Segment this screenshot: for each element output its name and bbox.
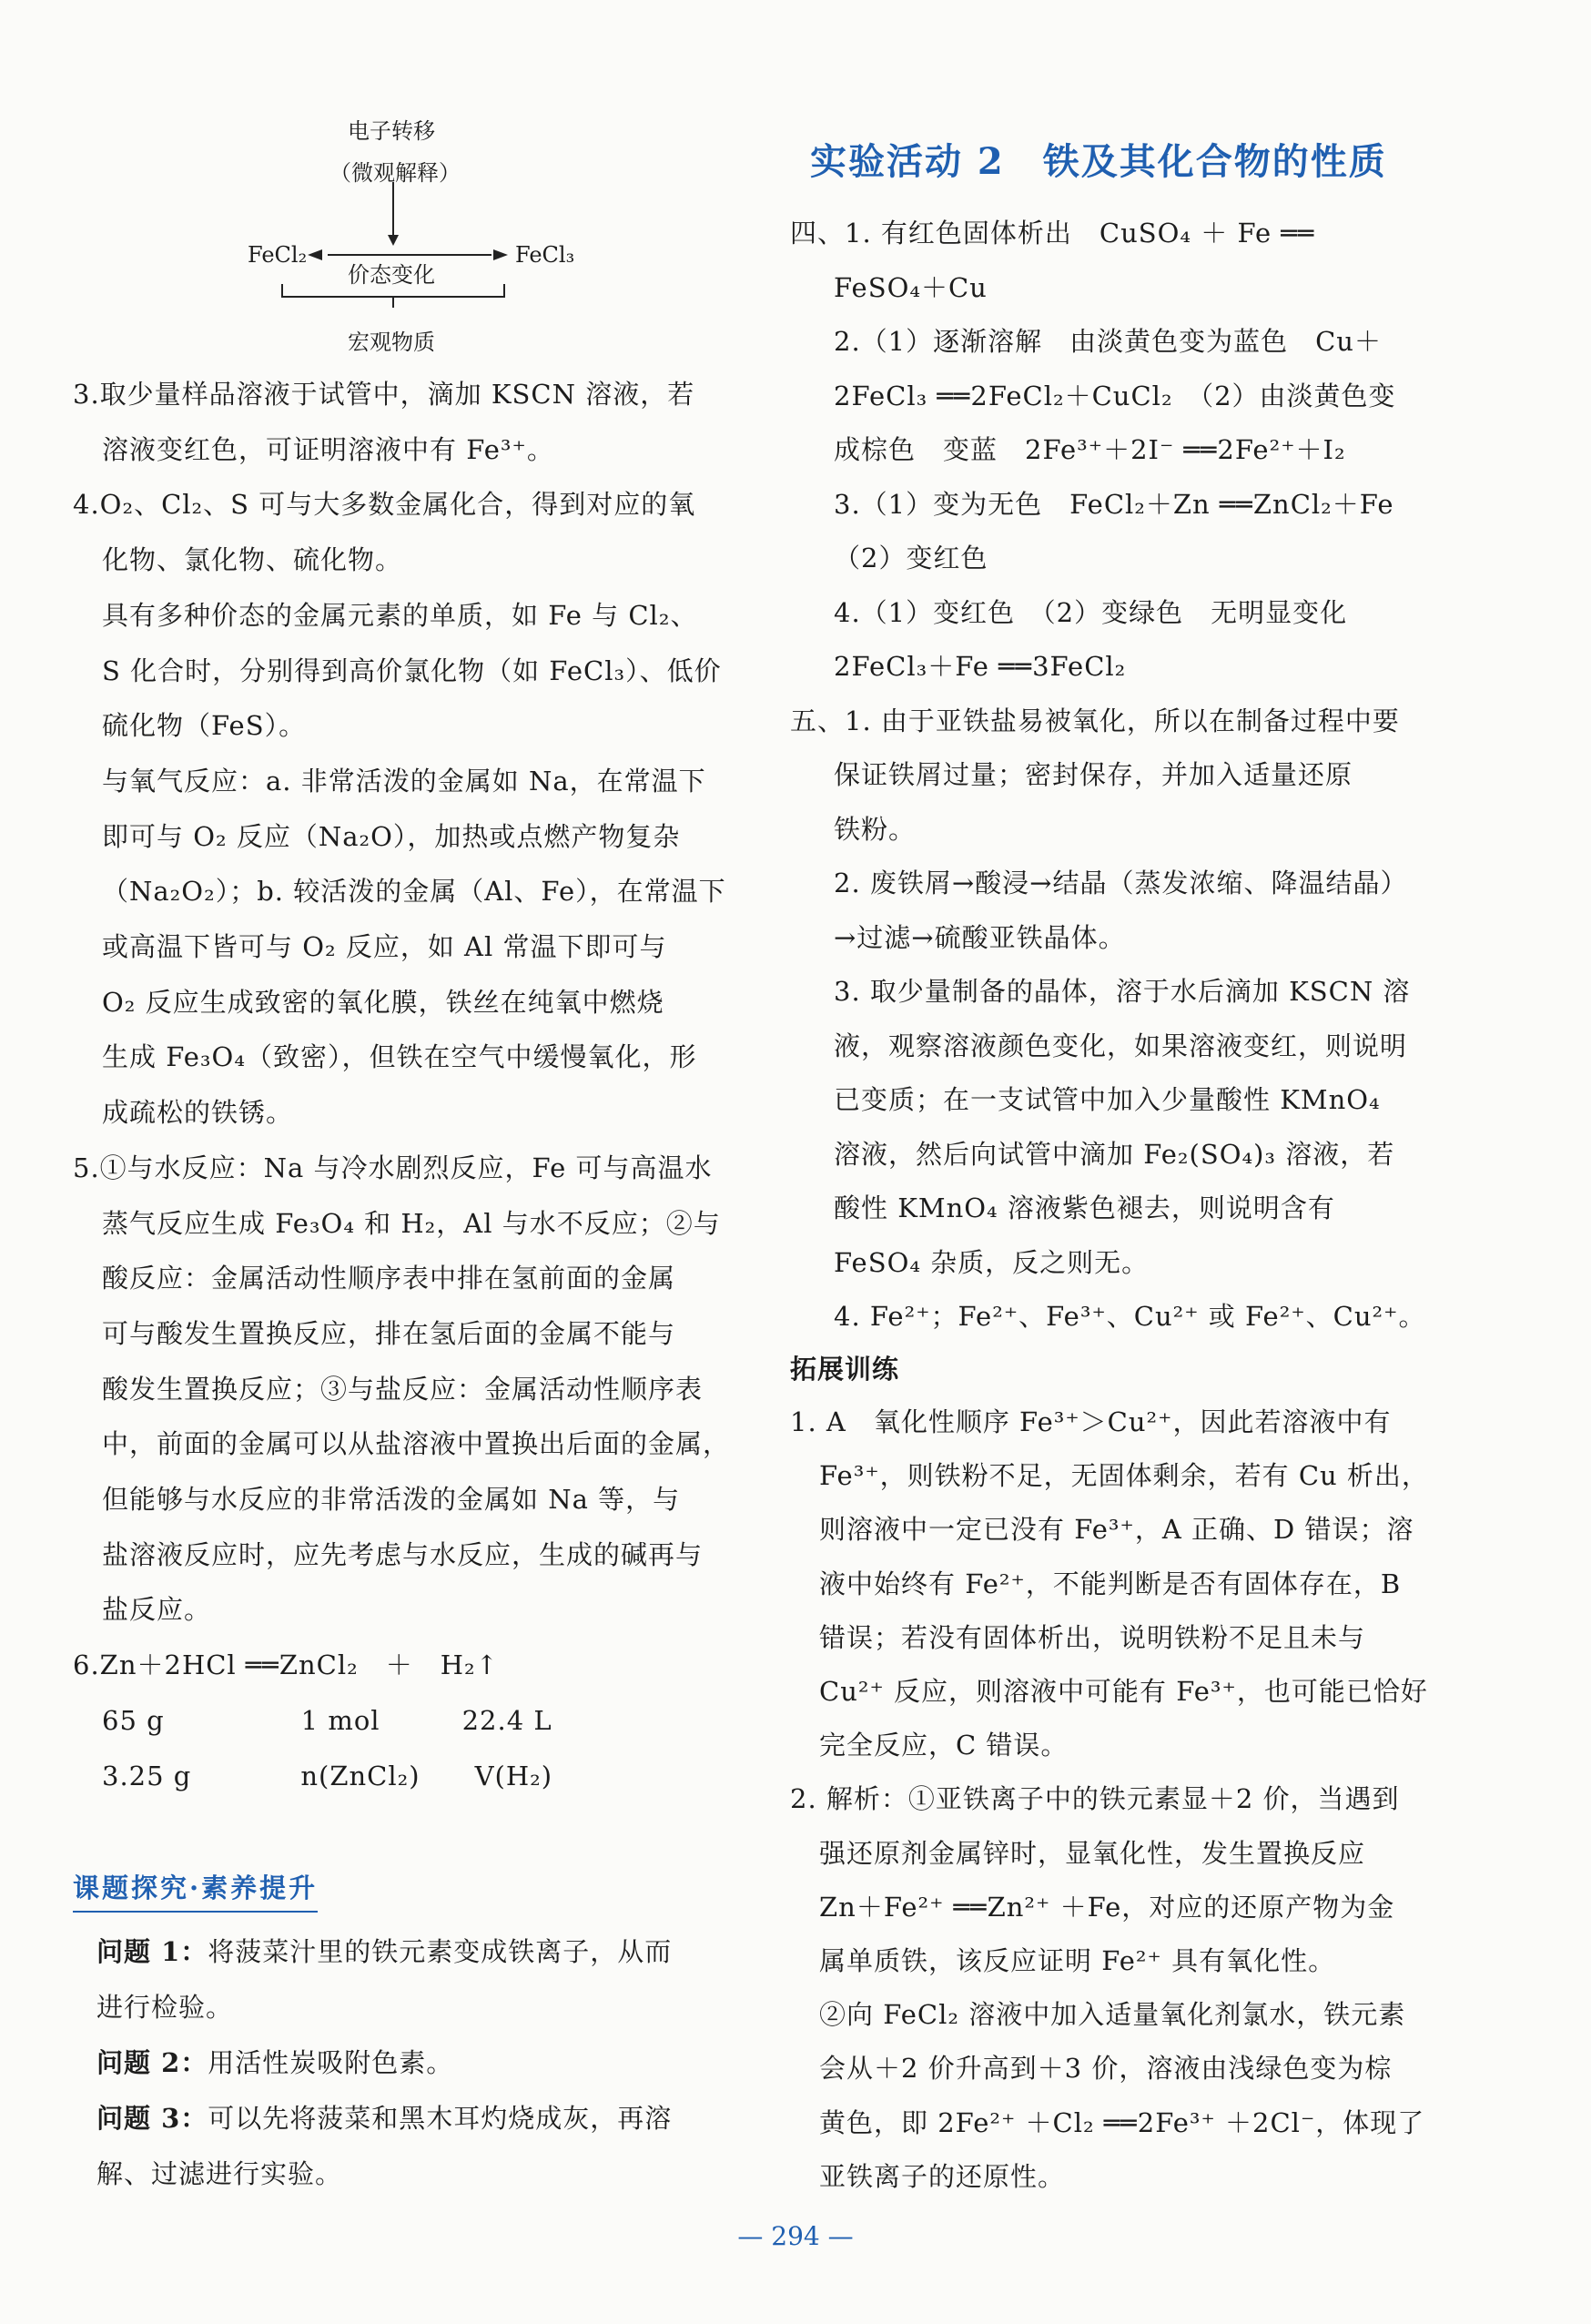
text-line: 盐溶液反应时，应先考虑与水反应，生成的碱再与	[102, 1538, 704, 1570]
text-line: →过滤→硫酸亚铁晶体。	[834, 921, 1126, 953]
text-line: 3.（1）变为无色 FeCl₂＋Zn ══ZnCl₂＋Fe	[834, 488, 1394, 520]
text-line: 属单质铁，该反应证明 Fe²⁺ 具有氧化性。	[819, 1945, 1336, 1976]
text-line: 则溶液中一定已没有 Fe³⁺，A 正确、D 错误；溶	[819, 1514, 1414, 1546]
diagram-right-node: FeCl₃	[515, 242, 575, 268]
text-line: 2.（1）逐渐溶解 由淡黄色变为蓝色 Cu＋	[834, 326, 1382, 357]
text-line: 可与酸发生置换反应，排在氢后面的金属不能与	[102, 1317, 676, 1349]
text-line: （Na₂O₂）；b. 较活泼的金属（Al、Fe），在常温下	[102, 876, 726, 908]
question-text: 将菠菜汁里的铁元素变成铁离子，从而	[208, 1936, 673, 1967]
question-line	[96, 1933, 672, 1970]
question-text: 进行检验。	[96, 1992, 234, 2023]
text-line: Fe³⁺，则铁粉不足，无固体剩余，若有 Cu 析出，	[819, 1460, 1429, 1492]
text-line: 与氧气反应：a. 非常活泼的金属如 Na，在常温下	[102, 765, 706, 797]
text-line: 2FeCl₃＋Fe ══3FeCl₂	[834, 651, 1127, 682]
text-line: 中，前面的金属可以从盐溶液中置换出后面的金属，	[102, 1428, 731, 1460]
text-line: 3. 取少量制备的晶体，溶于水后滴加 KSCN 溶	[834, 976, 1411, 1007]
text-line: 亚铁离子的还原性。	[819, 2160, 1066, 2192]
text-line: Zn＋Fe²⁺ ══Zn²⁺ ＋Fe，对应的还原产物为金	[819, 1891, 1395, 1923]
question-text: 可以先将菠菜和黑木耳灼烧成灰，再溶	[208, 2103, 673, 2134]
text-line: 硫化物（FeS）。	[102, 710, 307, 742]
text-line: 盐反应。	[102, 1594, 212, 1626]
text-line: 或高温下皆可与 O₂ 反应，如 Al 常温下即可与	[102, 931, 667, 962]
text-line: 错误；若没有固体析出，说明铁粉不足且未与	[819, 1621, 1366, 1653]
text-line: O₂ 反应生成致密的氧化膜，铁丝在纯氧中燃烧	[102, 986, 664, 1018]
text-line: 6.Zn＋2HCl ══ZnCl₂ ＋ H₂↑	[73, 1649, 499, 1681]
text-line: 化物、氯化物、硫化物。	[102, 544, 403, 576]
text-line: 酸发生置换反应；③与盐反应：金属活动性顺序表	[102, 1373, 704, 1405]
section-heading: 课题探究·素养提升	[73, 1868, 318, 1905]
text-line: 强还原剂金属锌时，显氧化性，发生置换反应	[819, 1837, 1366, 1869]
text-line: FeSO₄＋Cu	[834, 271, 988, 303]
text-line: 黄色，即 2Fe²⁺ ＋Cl₂ ══2Fe³⁺ ＋2Cl⁻，体现了	[819, 2106, 1425, 2138]
text-line: 铁粉。	[834, 813, 917, 845]
text-line: 2. 废铁屑→酸浸→结晶（蒸发浓缩、降温结晶）	[834, 868, 1408, 898]
question-label: 问题 1：	[96, 1936, 208, 1967]
expansion-heading: 拓展训练	[790, 1354, 900, 1385]
activity-title: 实验活动 2 铁及其化合物的性质	[810, 140, 1387, 183]
question-label: 问题 2：	[96, 2047, 208, 2078]
text-line: 3.25 g n(ZnCl₂) V(H₂)	[102, 1760, 553, 1791]
question-text: 解、过滤进行实验。	[96, 2158, 343, 2189]
text-line: 液中始终有 Fe²⁺，不能判断是否有固体存在，B	[819, 1568, 1402, 1599]
text-line: 成疏松的铁锈。	[102, 1097, 294, 1129]
text-line: 2. 解析：①亚铁离子中的铁元素显＋2 价，当遇到	[790, 1783, 1400, 1815]
question-line	[96, 2100, 672, 2136]
text-line: FeSO₄ 杂质，反之则无。	[834, 1246, 1150, 1278]
diagram-bottom-label: 宏观物质	[348, 330, 435, 355]
text-line: Cu²⁺ 反应，则溶液中可能有 Fe³⁺，也可能已恰好	[819, 1676, 1428, 1707]
question-line	[96, 2156, 342, 2192]
text-line: 65 g 1 mol 22.4 L	[102, 1704, 552, 1736]
text-line: 酸性 KMnO₄ 溶液紫色褪去，则说明含有	[834, 1192, 1335, 1223]
diagram-top-sub: （微观解释）	[329, 160, 461, 186]
question-line	[96, 1989, 233, 2025]
question-line	[96, 2045, 453, 2081]
text-line: 生成 Fe₃O₄（致密），但铁在空气中缓慢氧化，形	[102, 1041, 697, 1073]
question-label: 问题 3：	[96, 2103, 208, 2134]
text-line: 即可与 O₂ 反应（Na₂O），加热或点燃产物复杂	[102, 820, 681, 852]
question-text: 用活性炭吸附色素。	[208, 2047, 454, 2078]
diagram-top-label: 电子转移	[348, 118, 435, 144]
text-line: S 化合时，分别得到高价氯化物（如 FeCl₃）、低价	[102, 655, 722, 686]
text-line: 会从＋2 价升高到＋3 价，溶液由浅绿色变为棕	[819, 2053, 1393, 2085]
page-number: — 294 —	[737, 2221, 854, 2251]
valence-diagram	[73, 0, 710, 382]
text-line: 4.O₂、Cl₂、S 可与大多数金属化合，得到对应的氧	[73, 489, 696, 521]
diagram-middle-label: 价态变化	[348, 262, 435, 288]
text-line: 四、1. 有红色固体析出 CuSO₄ ＋ Fe ══	[790, 218, 1315, 249]
text-line: 五、1. 由于亚铁盐易被氧化，所以在制备过程中要	[790, 705, 1400, 736]
text-line: 保证铁屑过量；密封保存，并加入适量还原	[834, 759, 1353, 790]
text-line: 成棕色 变蓝 2Fe³⁺＋2I⁻ ══2Fe²⁺＋I₂	[834, 434, 1346, 465]
text-line: 溶液变红色，可证明溶液中有 Fe³⁺。	[102, 433, 554, 465]
text-line: 蒸气反应生成 Fe₃O₄ 和 H₂，Al 与水不反应；②与	[102, 1207, 721, 1239]
text-line: 完全反应，C 错误。	[819, 1730, 1069, 1761]
text-line: 4.（1）变红色 （2）变绿色 无明显变化	[834, 596, 1348, 628]
text-line: （2）变红色	[834, 543, 988, 573]
diagram-left-node: FeCl₂	[248, 242, 308, 268]
text-line: 1. A 氧化性顺序 Fe³⁺＞Cu²⁺，因此若溶液中有	[790, 1406, 1392, 1437]
text-line: 5.①与水反应：Na 与冷水剧烈反应，Fe 可与高温水	[73, 1152, 713, 1183]
text-line: 但能够与水反应的非常活泼的金属如 Na 等，与	[102, 1484, 681, 1515]
text-line: 4. Fe²⁺；Fe²⁺、Fe³⁺、Cu²⁺ 或 Fe²⁺、Cu²⁺。	[834, 1301, 1426, 1332]
text-line: 溶液，然后向试管中滴加 Fe₂(SO₄)₃ 溶液，若	[834, 1138, 1395, 1170]
text-line: 具有多种价态的金属元素的单质，如 Fe 与 Cl₂、	[102, 599, 698, 631]
text-line: 酸反应：金属活动性顺序表中排在氢前面的金属	[102, 1263, 676, 1294]
text-line: 液，观察溶液颜色变化，如果溶液变红，则说明	[834, 1030, 1408, 1061]
text-line: 3.取少量样品溶液于试管中，滴加 KSCN 溶液，若	[73, 379, 695, 410]
text-line: 已变质；在一支试管中加入少量酸性 KMnO₄	[834, 1084, 1381, 1115]
text-line: ②向 FeCl₂ 溶液中加入适量氧化剂氯水，铁元素	[819, 1999, 1406, 2031]
text-line: 2FeCl₃ ══2FeCl₂＋CuCl₂ （2）由淡黄色变	[834, 380, 1396, 411]
